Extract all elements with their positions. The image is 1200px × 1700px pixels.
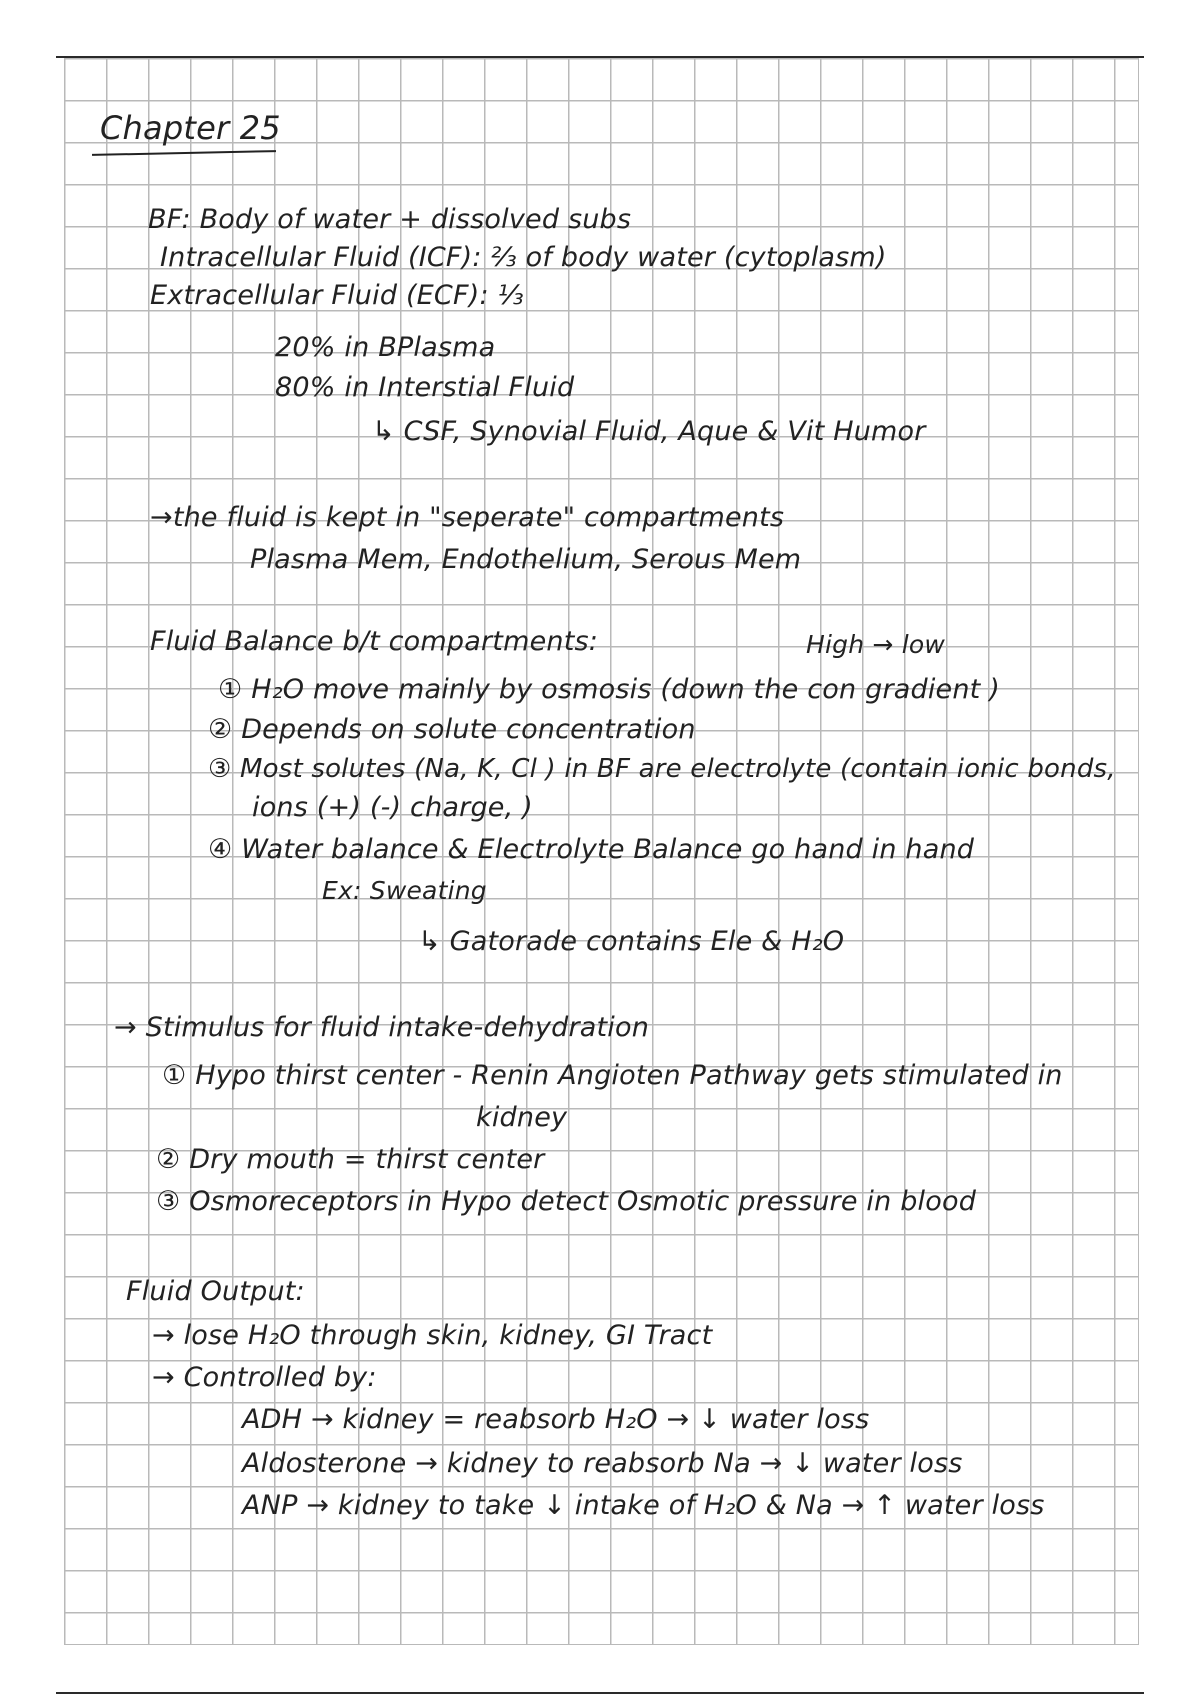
note-line: 20% in BPlasma [275,332,496,363]
note-line: ions (+) (-) charge, ) [252,792,533,823]
note-line: → lose H₂O through skin, kidney, GI Tract [152,1320,713,1351]
note-line: ① H₂O move mainly by osmosis (down the con gradient ) [218,674,1000,705]
note-line: Extracellular Fluid (ECF): ⅓ [150,280,524,311]
page-title: Chapter 25 [100,109,281,147]
note-line: ② Dry mouth = thirst center [156,1144,545,1175]
note-line: ① Hypo thirst center - Renin Angioten Pathway gets stimulated in [162,1060,1063,1091]
section-heading: → Stimulus for fluid intake-dehydration [114,1012,650,1043]
note-line: ② Depends on solute concentration [208,714,696,745]
note-line: Aldosterone → kidney to reabsorb Na → ↓ water loss [242,1448,963,1479]
note-line: kidney [476,1102,568,1133]
note-line: ANP → kidney to take ↓ intake of H₂O & Na → ↑ water loss [242,1490,1045,1521]
note-line: ↳ Gatorade contains Ele & H₂O [418,926,845,957]
section-heading: Fluid Balance b/t compartments: [150,626,599,657]
note-line: → Controlled by: [152,1362,377,1393]
note-line: Intracellular Fluid (ICF): ⅔ of body water (cytoplasm) [160,242,887,273]
note-line: →the fluid is kept in "seperate" compartments [150,502,785,533]
note-line: ADH → kidney = reabsorb H₂O → ↓ water loss [242,1404,870,1435]
note-line: 80% in Interstial Fluid [275,372,575,403]
note-line: Plasma Mem, Endothelium, Serous Mem [250,544,802,575]
note-line: ③ Osmoreceptors in Hypo detect Osmotic pressure in blood [156,1186,977,1217]
note-line: ↳ CSF, Synovial Fluid, Aque & Vit Humor [372,416,926,447]
note-line: High → low [806,630,945,659]
bottom-rule [56,1692,1144,1694]
note-line: BF: Body of water + dissolved subs [148,204,632,235]
note-line: ④ Water balance & Electrolyte Balance go hand in hand [208,834,975,865]
note-line: Ex: Sweating [322,876,487,905]
note-line: ③ Most solutes (Na, K, Cl ) in BF are electrolyte (contain ionic bonds, [208,754,1116,784]
section-heading: Fluid Output: [126,1276,305,1307]
